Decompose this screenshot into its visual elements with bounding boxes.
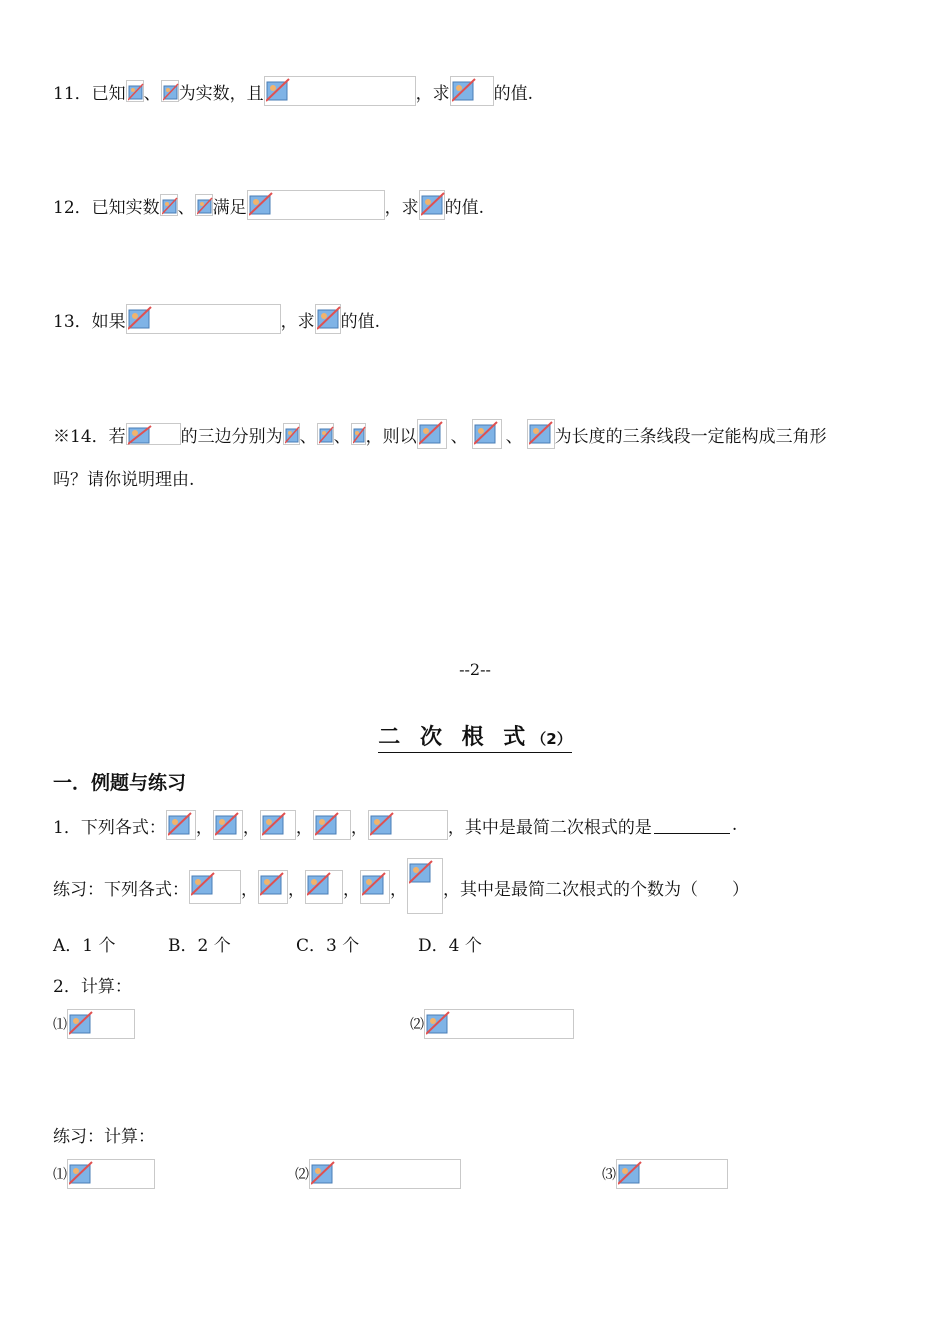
- broken-image-icon: [128, 425, 152, 445]
- formula-image: [195, 194, 213, 216]
- broken-image-icon: [419, 421, 443, 445]
- formula-image: [407, 858, 443, 914]
- broken-image-icon: [319, 425, 334, 445]
- practice-1: [53, 858, 749, 916]
- example-2-part-1: [53, 1008, 135, 1040]
- ex2-p2: ⑵: [410, 1017, 424, 1033]
- broken-image-icon: [370, 812, 394, 836]
- question-11: [53, 75, 533, 107]
- option-d[interactable]: D．4 个: [418, 936, 482, 956]
- broken-image-icon: [353, 425, 366, 445]
- formula-image: [616, 1159, 728, 1189]
- formula-image: [126, 423, 181, 445]
- broken-image-icon: [162, 196, 178, 216]
- example-1: [53, 808, 737, 842]
- formula-image: [309, 1159, 461, 1189]
- practice-2-part-3: [602, 1158, 728, 1190]
- broken-image-icon: [315, 812, 339, 836]
- formula-image: [260, 810, 296, 840]
- broken-image-icon: [163, 82, 179, 102]
- broken-image-icon: [128, 82, 144, 102]
- options-row: [53, 931, 482, 956]
- prac1-comma: ，: [390, 879, 407, 900]
- q11-label: 11．已知: [53, 83, 126, 104]
- q12-text4: 的值.: [444, 197, 485, 218]
- broken-image-icon: [409, 860, 433, 884]
- broken-image-icon: [421, 192, 445, 216]
- option-a[interactable]: A．1 个: [53, 936, 116, 956]
- formula-image: [283, 423, 300, 445]
- option-b[interactable]: B．2 个: [168, 936, 231, 956]
- q14-text4: 为长度的三条线段一定能构成三角形: [554, 426, 827, 447]
- broken-image-icon: [266, 78, 290, 102]
- ex1-comma: ，: [350, 817, 368, 838]
- practice-2-part-1: [53, 1158, 155, 1190]
- broken-image-icon: [307, 872, 331, 896]
- formula-image: [351, 423, 366, 445]
- formula-image: [67, 1159, 155, 1189]
- question-14: [53, 418, 827, 450]
- q14-sep: 、: [299, 426, 317, 447]
- broken-image-icon: [452, 78, 476, 102]
- answer-blank[interactable]: [654, 817, 730, 834]
- question-12: [53, 189, 484, 221]
- formula-image: [258, 870, 288, 904]
- formula-image: [472, 419, 502, 449]
- option-c[interactable]: C．3 个: [296, 936, 360, 956]
- formula-image: [368, 810, 448, 840]
- formula-image: [166, 810, 196, 840]
- section-title-text: 二 次 根 式: [378, 725, 532, 750]
- question-13: [53, 303, 380, 335]
- question-14-line2: [53, 465, 194, 490]
- prac2-p2: ⑵: [295, 1167, 309, 1183]
- formula-image: [419, 190, 445, 220]
- q11-sep: 、: [143, 83, 161, 104]
- q14-sep: 、: [333, 426, 351, 447]
- q13-text3: 的值.: [340, 311, 381, 332]
- ex1-label: 1．下列各式：: [53, 817, 166, 838]
- q12-text2: 满足: [212, 197, 247, 218]
- formula-image: [450, 76, 494, 106]
- formula-image: [213, 810, 243, 840]
- broken-image-icon: [285, 425, 300, 445]
- q14-text3: ，则以: [365, 426, 417, 447]
- formula-image: [424, 1009, 574, 1039]
- formula-image: [189, 870, 241, 904]
- broken-image-icon: [128, 306, 152, 330]
- q14-sep: 、: [505, 426, 523, 447]
- formula-image: [161, 80, 179, 102]
- broken-image-icon: [529, 421, 553, 445]
- broken-image-icon: [215, 812, 239, 836]
- q12-label: 12．已知实数: [53, 197, 160, 218]
- formula-image: [417, 419, 447, 449]
- formula-image: [305, 870, 343, 904]
- broken-image-icon: [69, 1011, 93, 1035]
- q13-label: 13．如果: [53, 311, 126, 332]
- section-title: [0, 720, 950, 751]
- q13-text2: ，求: [280, 311, 315, 332]
- q14-label: ※14．若: [53, 426, 126, 447]
- prac1-comma: ，: [343, 879, 360, 900]
- broken-image-icon: [362, 872, 386, 896]
- formula-image: [160, 194, 178, 216]
- q11-text3: ，求: [415, 83, 450, 104]
- ex1-comma: ，: [295, 817, 313, 838]
- broken-image-icon: [168, 812, 192, 836]
- ex1-comma: ，: [195, 817, 213, 838]
- formula-image: [315, 304, 341, 334]
- formula-image: [126, 80, 144, 102]
- broken-image-icon: [69, 1161, 93, 1185]
- prac1-tail: ，其中是最简二次根式的个数为（ ）: [443, 879, 749, 900]
- prac2-p1: ⑴: [53, 1167, 67, 1183]
- section-title-suffix: （2）: [531, 730, 572, 748]
- part-heading: 一．例题与练习: [53, 772, 187, 794]
- broken-image-icon: [618, 1161, 642, 1185]
- ex2-p1: ⑴: [53, 1017, 67, 1033]
- formula-image: [67, 1009, 135, 1039]
- formula-image: [247, 190, 385, 220]
- prac1-comma: ，: [241, 879, 258, 900]
- q14-sep: 、: [450, 426, 468, 447]
- formula-image: [317, 423, 334, 445]
- formula-image: [360, 870, 390, 904]
- q14-line2: 吗？请你说明理由.: [53, 470, 195, 490]
- ex1-end: .: [731, 815, 738, 835]
- formula-image: [126, 304, 281, 334]
- broken-image-icon: [262, 812, 286, 836]
- broken-image-icon: [191, 872, 215, 896]
- broken-image-icon: [249, 192, 273, 216]
- q14-text2: 的三边分别为: [180, 426, 283, 447]
- q12-sep: 、: [177, 197, 195, 218]
- q11-text2: 为实数，且: [178, 83, 264, 104]
- example-2-label: 2．计算：: [53, 977, 132, 997]
- broken-image-icon: [317, 306, 341, 330]
- example-2-part-2: [410, 1008, 574, 1040]
- broken-image-icon: [197, 196, 213, 216]
- broken-image-icon: [311, 1161, 335, 1185]
- broken-image-icon: [260, 872, 284, 896]
- ex1-comma: ，: [242, 817, 260, 838]
- prac2-p3: ⑶: [602, 1167, 616, 1183]
- page-number: --2--: [459, 660, 491, 679]
- practice-2-part-2: [295, 1158, 461, 1190]
- q12-text3: ，求: [384, 197, 419, 218]
- formula-image: [313, 810, 351, 840]
- prac1-label: 练习：下列各式：: [53, 879, 189, 900]
- broken-image-icon: [474, 421, 498, 445]
- q11-text4: 的值.: [493, 83, 534, 104]
- formula-image: [264, 76, 416, 106]
- broken-image-icon: [426, 1011, 450, 1035]
- prac1-comma: ，: [288, 879, 305, 900]
- formula-image: [527, 419, 555, 449]
- practice-2-label: 练习：计算：: [53, 1127, 155, 1147]
- ex1-tail: ，其中是最简二次根式的是: [447, 817, 652, 838]
